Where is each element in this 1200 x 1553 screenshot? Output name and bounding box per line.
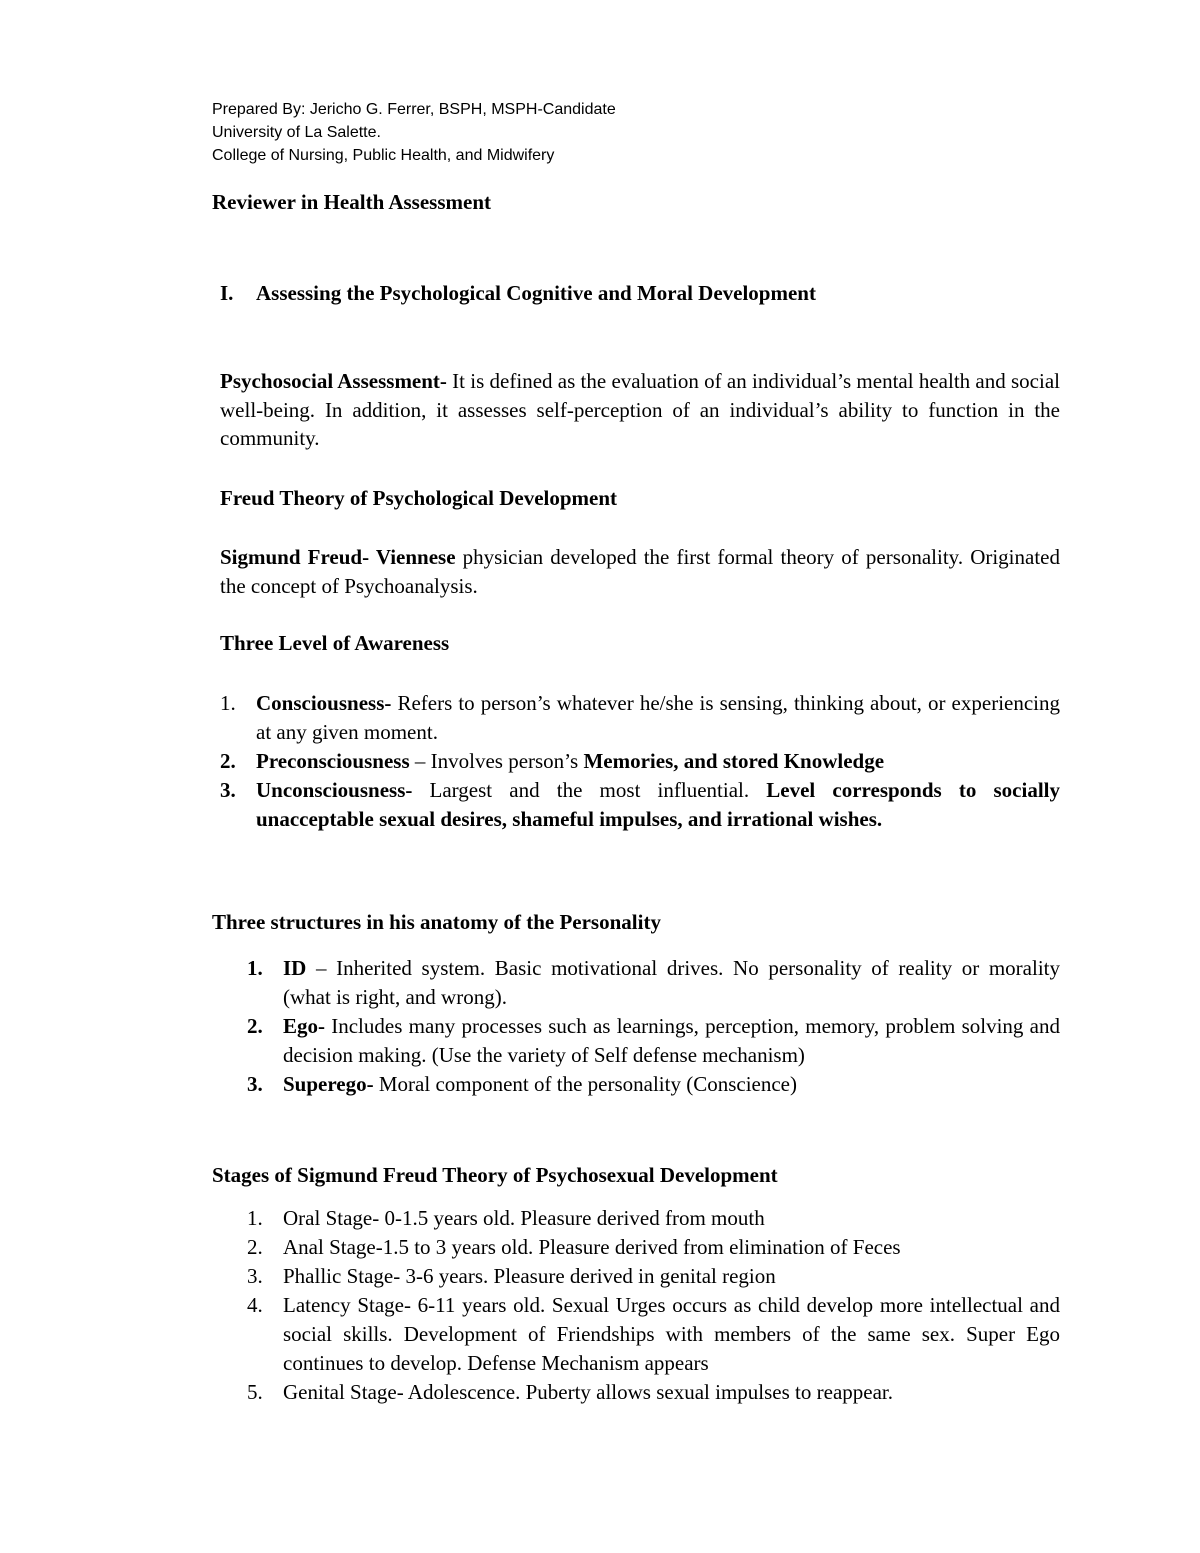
list-item xyxy=(247,954,1060,1012)
item-number: 2. xyxy=(220,749,236,773)
stages-heading: Stages of Sigmund Freud Theory of Psychosexual Development xyxy=(212,1163,778,1187)
item-text: Oral Stage- 0-1.5 years old. Pleasure derived from mouth xyxy=(283,1206,765,1230)
freud-term: Sigmund Freud- Viennese xyxy=(220,545,456,569)
college-line: College of Nursing, Public Health, and Midwifery xyxy=(212,147,555,164)
list-item xyxy=(247,1291,1060,1378)
item-term: Consciousness- xyxy=(256,691,392,715)
item-term: ID xyxy=(283,956,307,980)
awareness-heading: Three Level of Awareness xyxy=(220,631,450,655)
item-text: Phallic Stage- 3-6 years. Pleasure derived in genital region xyxy=(283,1264,776,1288)
section-heading xyxy=(220,281,816,306)
document-title: Reviewer in Health Assessment xyxy=(212,190,491,214)
freud-text: physician developed the first formal theory of personality. Originated the concept of Psychoanalysis. xyxy=(220,545,1060,598)
item-text: Latency Stage- 6-11 years old. Sexual Urges occurs as child develop more intellectual and social skills. Development of Friendships with members of the same sex. Super Ego continues to develop. Defense Mechanism appears xyxy=(283,1293,1060,1375)
item-number: 1. xyxy=(220,691,236,715)
section-title: Assessing the Psychological Cognitive and Moral Development xyxy=(256,281,816,305)
item-text: Genital Stage- Adolescence. Puberty allows sexual impulses to reappear. xyxy=(283,1380,893,1404)
list-item xyxy=(247,1233,1060,1262)
item-number: 3. xyxy=(220,778,236,802)
item-number: 1. xyxy=(247,956,263,980)
structures-list xyxy=(247,954,1060,1099)
item-emphasis: Memories, and stored Knowledge xyxy=(583,749,885,773)
item-text: Anal Stage-1.5 to 3 years old. Pleasure derived from elimination of Feces xyxy=(283,1235,901,1259)
item-number: 4. xyxy=(247,1293,263,1317)
list-item xyxy=(247,1204,1060,1233)
list-item xyxy=(220,776,1060,834)
item-number: 1. xyxy=(247,1206,263,1230)
item-emphasis: Level corresponds to socially unacceptable sexual desires, shameful impulses, and irrational wishes. xyxy=(256,778,1061,831)
item-text: – Inherited system. Basic motivational drives. No personality of reality or morality (what is right, and wrong). xyxy=(283,956,1060,1009)
awareness-list xyxy=(220,689,1060,834)
list-item xyxy=(247,1070,1060,1099)
freud-theory-heading: Freud Theory of Psychological Development xyxy=(220,486,618,510)
university-line: University of La Salette. xyxy=(212,124,381,141)
prepared-by-line: Prepared By: Jericho G. Ferrer, BSPH, MSPH-Candidate xyxy=(212,101,616,118)
item-number: 5. xyxy=(247,1380,263,1404)
freud-paragraph xyxy=(220,543,1060,600)
item-text: Moral component of the personality (Conscience) xyxy=(373,1072,797,1096)
item-text: Includes many processes such as learnings, perception, memory, problem solving and decision making. (Use the variety of Self defense mechanism) xyxy=(283,1014,1060,1067)
item-text: Refers to person’s whatever he/she is sensing, thinking about, or experiencing at any given moment. xyxy=(256,691,1060,744)
item-number: 3. xyxy=(247,1264,263,1288)
list-item xyxy=(247,1262,1060,1291)
psychosocial-paragraph xyxy=(220,367,1060,453)
item-term: Unconsciousness- xyxy=(256,778,413,802)
list-item xyxy=(247,1378,1060,1407)
list-item xyxy=(220,689,1060,747)
document-header xyxy=(212,98,616,167)
item-text: Largest and the most influential. xyxy=(412,778,767,802)
psychosocial-term: Psychosocial Assessment- xyxy=(220,369,447,393)
item-number: 3. xyxy=(247,1072,263,1096)
list-item xyxy=(247,1012,1060,1070)
item-term: Ego- xyxy=(283,1014,325,1038)
list-item xyxy=(220,747,1060,776)
psychosocial-text: It is defined as the evaluation of an individual’s mental health and social well-being. In addition, it assesses self-perception of an individual’s ability to function in the community. xyxy=(220,369,1060,450)
item-text: – Involves person’s xyxy=(409,749,584,773)
stages-list xyxy=(247,1204,1060,1407)
item-term: Preconsciousness xyxy=(256,749,410,773)
structures-heading: Three structures in his anatomy of the Personality xyxy=(212,910,661,934)
item-term: Superego- xyxy=(283,1072,374,1096)
item-number: 2. xyxy=(247,1014,263,1038)
section-number: I. xyxy=(220,281,234,305)
item-number: 2. xyxy=(247,1235,263,1259)
